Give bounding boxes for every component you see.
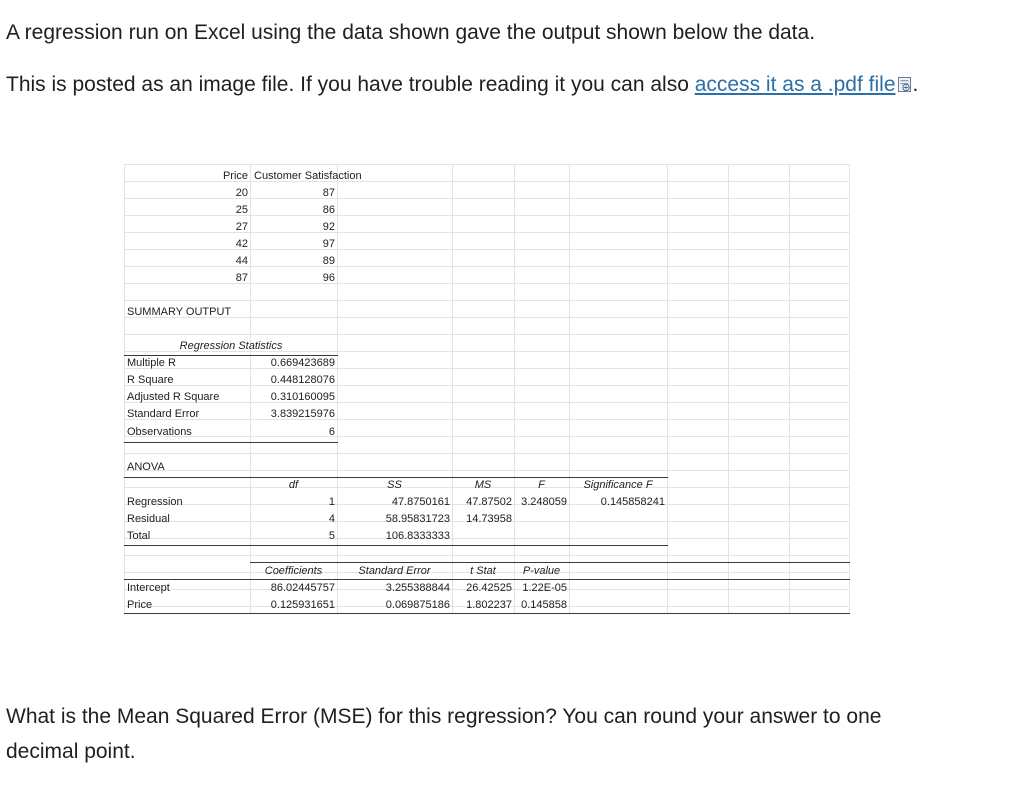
data-price-cell: 44 [235,255,248,267]
data-satisfaction-cell: 86 [322,204,335,216]
data-price-cell: 42 [235,238,248,250]
anova-row-label: Total [127,530,151,542]
data-price-cell: 87 [235,272,248,284]
coef-header-coefficients: Coefficients [264,565,323,577]
anova-df: 4 [328,513,335,525]
anova-header-significance-f: Significance F [583,479,653,491]
stat-value: 0.310160095 [270,391,335,403]
anova-ms: 14.73958 [466,513,512,525]
anova-df: 1 [328,496,335,508]
intro-line-2 [6,68,1006,102]
coef-value: 86.02445757 [270,582,335,594]
header-customer-satisfaction: Customer Satisfaction [254,170,362,182]
anova-ms: 47.87502 [466,496,512,508]
summary-output-title: SUMMARY OUTPUT [127,306,232,318]
coef-header-standard-error: Standard Error [358,565,431,577]
anova-df: 5 [328,530,335,542]
coef-row-label: Price [127,599,153,611]
stat-label: Standard Error [127,408,200,420]
anova-header-ss: SS [387,479,402,491]
stat-label: R Square [127,374,174,386]
data-price-cell: 20 [235,187,248,199]
coef-standard-error: 0.069875186 [385,599,450,611]
spreadsheet-image [124,164,850,614]
document-icon[interactable] [897,76,913,93]
anova-header-df: df [288,479,299,491]
question-line-1: What is the Mean Squared Error (MSE) for this regression? You can round your answer to one [6,705,882,728]
intro-line-1: A regression run on Excel using the data shown gave the output shown below the data. [6,21,816,44]
data-price-cell: 25 [235,204,248,216]
intro-line-2-end: . [912,73,919,96]
coef-row-label: Intercept [127,582,170,594]
regression-statistics-title: Regression Statistics [179,340,283,352]
stat-label: Observations [127,426,192,438]
coef-t-stat: 26.42525 [466,582,512,594]
stat-value: 3.839215976 [270,408,335,420]
anova-row-label: Residual [127,513,170,525]
data-satisfaction-cell: 96 [322,272,335,284]
stat-value: 0.669423689 [270,357,335,369]
data-satisfaction-cell: 92 [322,221,335,233]
anova-significance-f: 0.145858241 [600,496,665,508]
anova-ss: 58.95831723 [385,513,450,525]
anova-ss: 47.8750161 [391,496,450,508]
anova-title: ANOVA [127,461,165,473]
coef-p-value: 0.145858 [521,599,567,611]
data-satisfaction-cell: 89 [322,255,335,267]
stat-value: 0.448128076 [270,374,335,386]
data-satisfaction-cell: 87 [322,187,335,199]
question-line-2: decimal point. [6,740,136,763]
stat-label: Multiple R [127,357,176,369]
data-price-cell: 27 [235,221,248,233]
anova-header-f: F [538,479,545,491]
coef-header-p-value: P-value [522,565,561,577]
coef-p-value: 1.22E-05 [522,582,567,594]
pdf-file-link[interactable]: access it as a .pdf file [694,73,896,96]
intro-line-2-text: This is posted as an image file. If you have trouble reading it you can also [6,73,695,96]
stat-value: 6 [328,426,335,438]
anova-header-ms: MS [474,479,492,491]
anova-ss: 106.8333333 [385,530,450,542]
coef-header-t-stat: t Stat [470,565,496,577]
anova-row-label: Regression [127,496,183,508]
stat-label: Adjusted R Square [127,391,220,403]
header-price: Price [222,170,248,182]
anova-f: 3.248059 [521,496,567,508]
data-satisfaction-cell: 97 [322,238,335,250]
coef-standard-error: 3.255388844 [385,582,450,594]
coef-value: 0.125931651 [270,599,335,611]
coef-t-stat: 1.802237 [466,599,512,611]
